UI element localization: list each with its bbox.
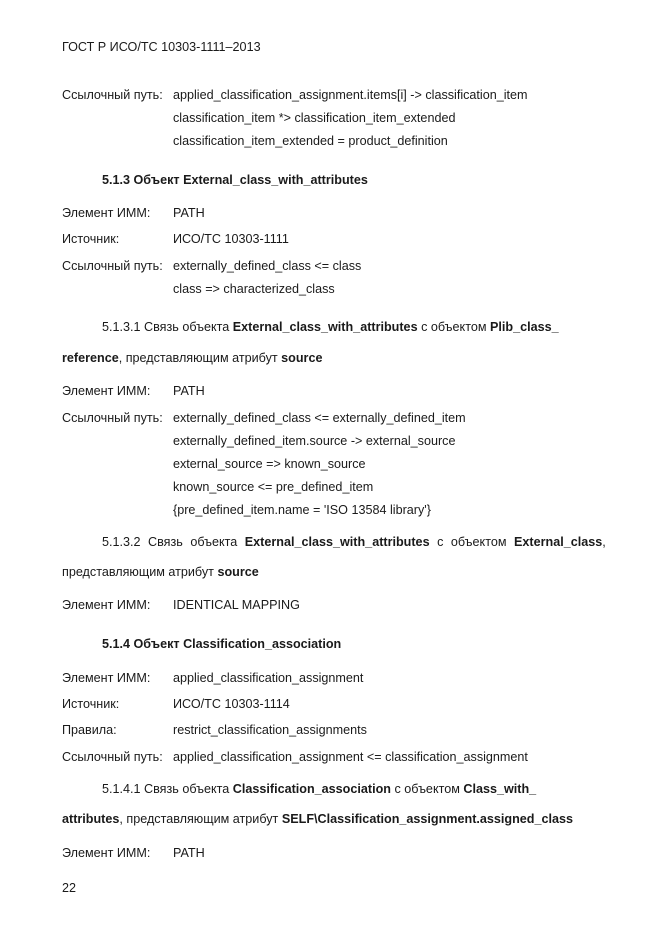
subsection-number: 5.1.3.1: [102, 320, 141, 334]
subsection-paragraph-cont: представляющим атрибут source: [62, 565, 259, 579]
mim-element-value: PATH: [173, 846, 205, 860]
ref-path-line: classification_item *> classification_item_extended: [173, 111, 456, 125]
rules-value: restrict_classification_assignments: [173, 723, 367, 737]
source-label: Источник:: [62, 697, 120, 711]
ref-path-line: class => characterized_class: [173, 282, 335, 296]
mim-element-value: PATH: [173, 206, 205, 220]
mim-element-label: Элемент ИММ:: [62, 846, 151, 860]
mim-element-value: applied_classification_assignment: [173, 671, 364, 685]
ref-path-label: Ссылочный путь:: [62, 88, 163, 102]
subsection-paragraph-cont: attributes, представляющим атрибут SELF\Classification_assignment.assigned_class: [62, 812, 573, 826]
ref-path-label: Ссылочный путь:: [62, 411, 163, 425]
ref-path-line: external_source => known_source: [173, 457, 366, 471]
document-header: ГОСТ Р ИСО/ТС 10303-1111–2013: [62, 40, 261, 54]
mim-element-label: Элемент ИММ:: [62, 598, 151, 612]
ref-path-line: {pre_defined_item.name = 'ISO 13584 library'}: [173, 503, 431, 517]
ref-path-label: Ссылочный путь:: [62, 750, 163, 764]
ref-path-line: known_source <= pre_defined_item: [173, 480, 374, 494]
source-value: ИСО/ТС 10303-1111: [173, 232, 289, 246]
ref-path-line: applied_classification_assignment <= classification_assignment: [173, 750, 528, 764]
mim-element-label: Элемент ИММ:: [62, 671, 151, 685]
subsection-paragraph: 5.1.3.2 Связь объекта External_class_with_attributes с объектом External_class,: [102, 535, 606, 549]
mim-element-label: Элемент ИММ:: [62, 384, 151, 398]
section-heading: 5.1.4 Объект Classification_association: [102, 637, 342, 651]
ref-path-label: Ссылочный путь:: [62, 259, 163, 273]
subsection-paragraph: 5.1.4.1 Связь объекта Classification_association с объектом Class_with_: [102, 782, 537, 796]
page-number: 22: [62, 881, 77, 895]
subsection-paragraph-cont: reference, представляющим атрибут source: [62, 351, 323, 365]
ref-path-line: applied_classification_assignment.items[i] -> classification_item: [173, 88, 528, 102]
rules-label: Правила:: [62, 723, 117, 737]
mim-element-label: Элемент ИММ:: [62, 206, 151, 220]
ref-path-line: externally_defined_class <= class: [173, 259, 362, 273]
section-heading: 5.1.3 Объект External_class_with_attributes: [102, 173, 368, 187]
subsection-number: 5.1.3.2: [102, 535, 141, 549]
ref-path-line: externally_defined_item.source -> external_source: [173, 434, 456, 448]
mim-element-value: IDENTICAL MAPPING: [173, 598, 300, 612]
subsection-paragraph: 5.1.3.1 Связь объекта External_class_with_attributes с объектом Plib_class_: [102, 320, 559, 334]
subsection-number: 5.1.4.1: [102, 782, 141, 796]
ref-path-line: classification_item_extended = product_definition: [173, 134, 448, 148]
ref-path-line: externally_defined_class <= externally_defined_item: [173, 411, 466, 425]
source-value: ИСО/ТС 10303-1114: [173, 697, 290, 711]
source-label: Источник:: [62, 232, 120, 246]
mim-element-value: PATH: [173, 384, 205, 398]
